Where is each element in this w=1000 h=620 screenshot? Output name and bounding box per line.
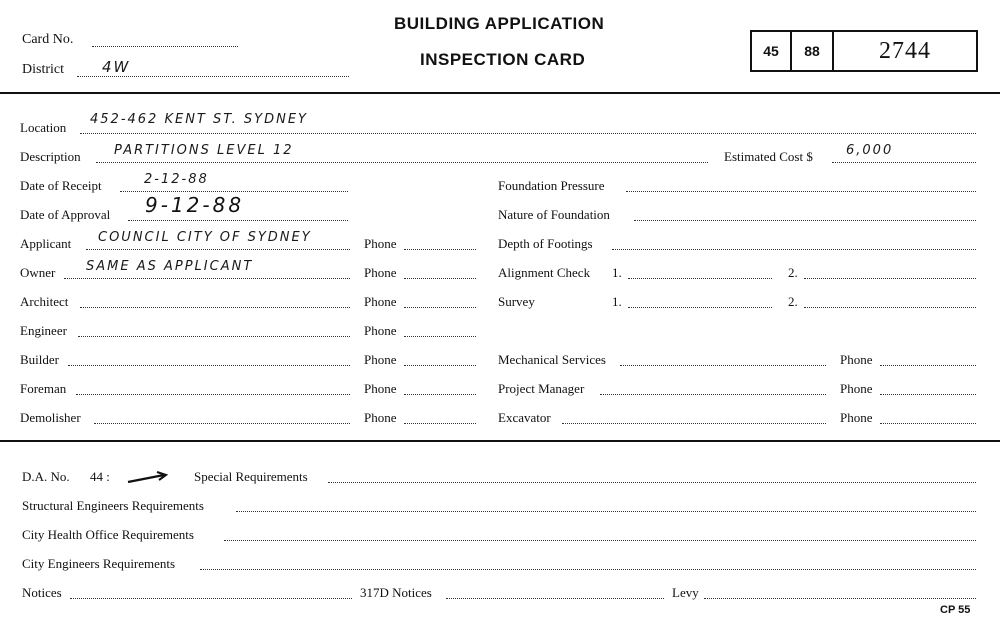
city-eng-req-label: City Engineers Requirements <box>22 556 176 571</box>
nature-line <box>634 220 976 221</box>
card-number-cell-a: 45 <box>752 32 792 70</box>
architect-label: Architect <box>20 294 69 309</box>
applicant-value: COUNCIL CITY OF SYDNEY <box>98 230 312 245</box>
district-value: 4W <box>102 58 131 76</box>
estimated-cost-value: 6,000 <box>846 143 894 158</box>
builder-phone-label: Phone <box>364 352 397 367</box>
card-number: 2744 <box>879 38 931 64</box>
special-req-line <box>328 482 976 483</box>
foreman-line <box>76 394 350 395</box>
foreman-phone-line <box>404 394 476 395</box>
estimated-cost-label: Estimated Cost $ <box>724 149 813 164</box>
approval-line <box>128 220 348 221</box>
engineer-label: Engineer <box>20 323 67 338</box>
alignment-2-line <box>804 278 976 279</box>
applicant-phone-line <box>404 249 476 250</box>
description-label: Description <box>20 149 81 164</box>
mechanical-phone-line <box>880 365 976 366</box>
survey-2-line <box>804 307 976 308</box>
card-no-line <box>92 46 238 47</box>
structural-req-line <box>236 511 976 512</box>
mechanical-line <box>620 365 826 366</box>
builder-line <box>68 365 350 366</box>
description-line <box>96 162 708 163</box>
engineer-phone-line <box>404 336 476 337</box>
approval-value: 9-12-88 <box>145 193 245 217</box>
demolisher-label: Demolisher <box>20 410 81 425</box>
receipt-line <box>120 191 348 192</box>
notices-317d-line <box>446 598 664 599</box>
excavator-phone-line <box>880 423 976 424</box>
depth-label: Depth of Footings <box>498 236 593 251</box>
architect-phone-label: Phone <box>364 294 397 309</box>
mechanical-label: Mechanical Services <box>498 352 606 367</box>
notices-line <box>70 598 352 599</box>
special-req-label: Special Requirements <box>194 469 308 484</box>
depth-line <box>612 249 976 250</box>
architect-phone-line <box>404 307 476 308</box>
card-number-cell-b: 88 <box>792 32 834 70</box>
survey-1-label: 1. <box>612 294 622 309</box>
city-eng-req-line <box>200 569 976 570</box>
owner-label: Owner <box>20 265 56 280</box>
survey-2-label: 2. <box>788 294 798 309</box>
da-no-label: D.A. No. <box>22 469 70 484</box>
applicant-line <box>86 249 350 250</box>
owner-phone-label: Phone <box>364 265 397 280</box>
foundation-pressure-label: Foundation Pressure <box>498 178 605 193</box>
owner-line <box>64 278 350 279</box>
levy-label: Levy <box>672 585 699 600</box>
levy-line <box>704 598 976 599</box>
builder-phone-line <box>404 365 476 366</box>
card-number-box <box>750 30 978 72</box>
notices-317d-label: 317D Notices <box>360 585 432 600</box>
alignment-2-label: 2. <box>788 265 798 280</box>
project-manager-phone-line <box>880 394 976 395</box>
location-label: Location <box>20 120 67 135</box>
alignment-1-label: 1. <box>612 265 622 280</box>
location-value: 452-462 KENT ST. SYDNEY <box>90 112 308 127</box>
engineer-line <box>78 336 350 337</box>
form-title-line1: BUILDING APPLICATION <box>394 14 605 33</box>
architect-line <box>80 307 350 308</box>
mechanical-phone-label: Phone <box>840 352 873 367</box>
excavator-line <box>562 423 826 424</box>
builder-label: Builder <box>20 352 59 367</box>
survey-1-line <box>628 307 772 308</box>
alignment-1-line <box>628 278 772 279</box>
health-req-label: City Health Office Requirements <box>22 527 194 542</box>
foreman-label: Foreman <box>20 381 67 396</box>
structural-req-label: Structural Engineers Requirements <box>22 498 204 513</box>
da-no-value: 44 : <box>90 469 110 484</box>
estimated-cost-line <box>832 162 976 163</box>
description-value: PARTITIONS LEVEL 12 <box>114 143 294 158</box>
district-label: District <box>22 62 64 77</box>
excavator-label: Excavator <box>498 410 551 425</box>
project-manager-label: Project Manager <box>498 381 585 396</box>
foreman-phone-label: Phone <box>364 381 397 396</box>
excavator-phone-label: Phone <box>840 410 873 425</box>
engineer-phone-label: Phone <box>364 323 397 338</box>
middle-divider <box>0 440 1000 442</box>
demolisher-line <box>94 423 350 424</box>
demolisher-phone-label: Phone <box>364 410 397 425</box>
receipt-value: 2-12-88 <box>144 172 209 187</box>
owner-value: SAME AS APPLICANT <box>86 259 254 274</box>
applicant-label: Applicant <box>20 236 72 251</box>
receipt-label: Date of Receipt <box>20 178 102 193</box>
demolisher-phone-line <box>404 423 476 424</box>
owner-phone-line <box>404 278 476 279</box>
notices-label: Notices <box>22 585 62 600</box>
applicant-phone-label: Phone <box>364 236 397 251</box>
form-code: CP 55 <box>940 604 971 616</box>
handwritten-arrow-mark <box>126 470 170 486</box>
card-no-label: Card No. <box>22 32 74 47</box>
health-req-line <box>224 540 976 541</box>
nature-label: Nature of Foundation <box>498 207 610 222</box>
location-line <box>80 133 976 134</box>
approval-label: Date of Approval <box>20 207 111 222</box>
survey-label: Survey <box>498 294 535 309</box>
project-manager-phone-label: Phone <box>840 381 873 396</box>
project-manager-line <box>600 394 826 395</box>
header-divider <box>0 92 1000 94</box>
foundation-pressure-line <box>626 191 976 192</box>
form-title-line2: INSPECTION CARD <box>420 50 586 69</box>
district-line <box>77 76 349 77</box>
alignment-label: Alignment Check <box>498 265 591 280</box>
